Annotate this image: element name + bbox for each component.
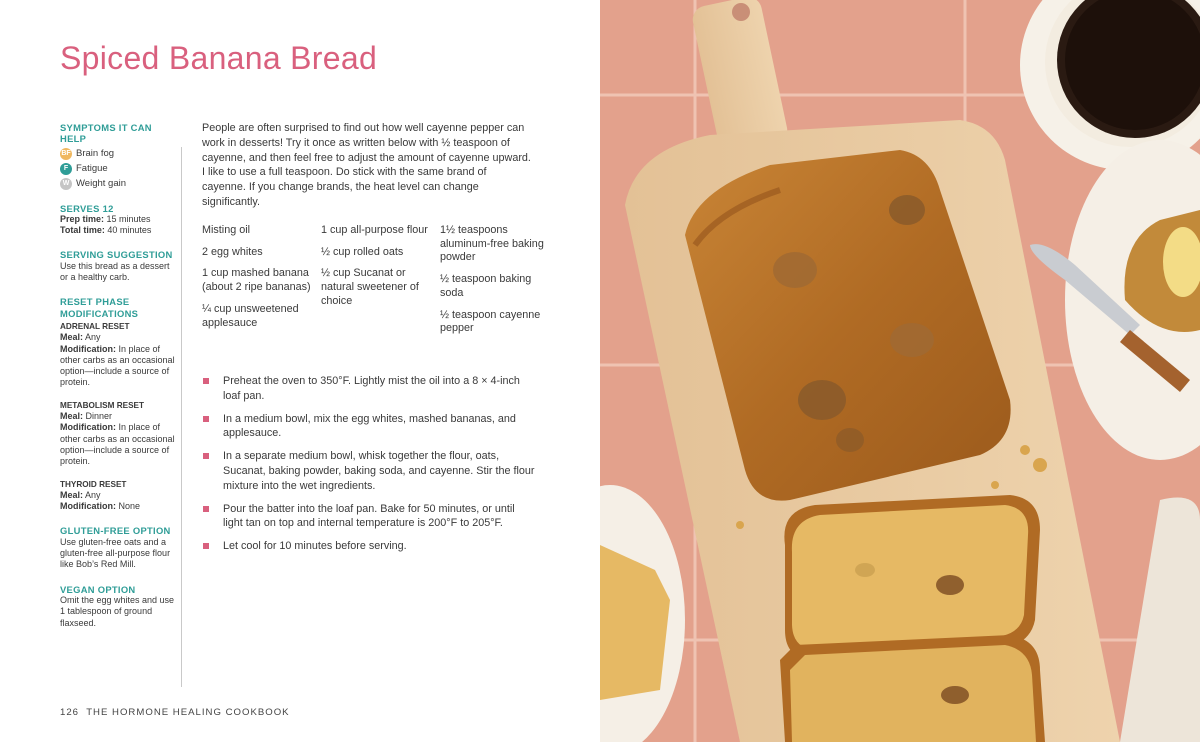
meal-label: Meal: <box>60 411 84 422</box>
reset-name: ADRENAL RESET <box>60 321 130 331</box>
symptom-item <box>60 148 175 160</box>
bread-slices <box>780 495 1045 742</box>
ingredient: 2 egg whites <box>202 245 263 258</box>
food-photo-illustration <box>600 0 1200 742</box>
banana-slice <box>889 195 925 225</box>
ingredient: ½ teaspoon cayenne pepper <box>440 308 541 335</box>
reset-modifications-heading: RESET PHASE MODIFICATIONS <box>60 296 139 319</box>
page-footer <box>60 707 290 718</box>
ingredients-column-1 <box>202 224 312 338</box>
page-number: 126 <box>60 707 80 718</box>
recipe-title: Spiced Banana Bread <box>60 40 378 76</box>
modification-label: Modification: <box>60 422 116 433</box>
serves-heading: SERVES 12 <box>60 202 114 214</box>
modification-value: In place of other carbs as an occasional option—include a source of protein. <box>60 422 175 467</box>
meal-label: Meal: <box>60 489 84 500</box>
reset-meal <box>60 411 175 422</box>
step-item <box>202 449 537 493</box>
ingredient: Misting oil <box>202 224 251 236</box>
square-bullet-icon <box>203 543 209 549</box>
symptoms-section <box>60 122 175 190</box>
step-item <box>202 539 537 554</box>
ingredient: 1 cup all-purpose flour <box>321 224 428 236</box>
reset-meal <box>60 490 175 501</box>
meal-label: Meal: <box>60 332 84 343</box>
serves-section <box>60 203 175 237</box>
reset-modifications-section <box>60 296 175 512</box>
ingredient: ¼ cup unsweetened applesauce <box>202 302 299 329</box>
reset-modification <box>60 344 175 389</box>
recipe-sidebar <box>60 122 175 642</box>
sidebar-divider <box>181 147 182 687</box>
symptom-item <box>60 178 175 190</box>
prep-time-value: 15 minutes <box>106 213 151 224</box>
symptom-item <box>60 163 175 175</box>
step-text: Let cool for 10 minutes before serving. <box>223 540 407 553</box>
brain-fog-badge-icon: BF <box>60 148 72 160</box>
serving-suggestion-text: Use this bread as a dessert or a healthy carb. <box>60 260 170 283</box>
modification-label: Modification: <box>60 501 116 512</box>
recipe-intro: People are often surprised to find out how well cayenne pepper can work in desserts! Try it once as written below with ½ teaspoon of cayenne, and then feel free to adjust the amount of cayenne upward. I like to use a full teaspoon. Do stick with the same brand of cayenne. If you change brands, the heat level can change significantly. <box>202 122 531 208</box>
total-time-label: Total time: <box>60 225 105 236</box>
ingredient: 1 cup mashed banana (about 2 ripe bananas) <box>202 267 311 294</box>
vegan-heading: VEGAN OPTION <box>60 583 136 595</box>
step-text: In a medium bowl, mix the egg whites, mashed bananas, and applesauce. <box>223 412 516 440</box>
square-bullet-icon <box>203 378 209 384</box>
gluten-free-text: Use gluten-free oats and a gluten-free all-purpose flour like Bob’s Red Mill. <box>60 536 171 570</box>
vegan-section <box>60 584 175 629</box>
gluten-free-heading: GLUTEN-FREE OPTION <box>60 525 171 537</box>
book-title: THE HORMONE HEALING COOKBOOK <box>86 707 290 718</box>
reset-name: METABOLISM RESET <box>60 400 144 410</box>
symptom-label: Weight gain <box>76 177 126 189</box>
vegan-text: Omit the egg whites and use 1 tablespoon of ground flaxseed. <box>60 594 175 628</box>
total-time-value: 40 minutes <box>107 225 152 236</box>
square-bullet-icon <box>203 506 209 512</box>
ingredients-column-2 <box>321 224 431 317</box>
ingredient: 1½ teaspoons aluminum-free baking powder <box>440 224 544 264</box>
banana-slice <box>890 323 934 357</box>
modification-value: None <box>118 501 141 512</box>
square-bullet-icon <box>203 416 209 422</box>
symptoms-heading: SYMPTOMS IT CAN HELP <box>60 122 152 145</box>
gluten-free-section <box>60 525 175 570</box>
recipe-steps <box>202 374 537 562</box>
reset-item <box>60 321 175 389</box>
meal-value: Any <box>85 489 101 500</box>
ingredient: ½ cup Sucanat or natural sweetener of choice <box>321 267 419 307</box>
ingredient: ½ teaspoon baking soda <box>440 273 532 299</box>
square-bullet-icon <box>203 453 209 459</box>
reset-meal <box>60 332 175 343</box>
reset-name: THYROID RESET <box>60 479 127 489</box>
banana-slice <box>773 252 817 288</box>
step-text: In a separate medium bowl, whisk together the flour, oats, Sucanat, baking powder, baking soda, and cayenne. Stir the flour mixture into the wet ingredients. <box>223 450 535 492</box>
ingredients-column-3 <box>440 224 545 344</box>
meal-value: Dinner <box>85 411 113 422</box>
step-item <box>202 502 537 532</box>
banana-slice <box>798 380 846 420</box>
step-item <box>202 412 537 442</box>
total-time <box>60 225 175 236</box>
step-text: Pour the batter into the loaf pan. Bake for 50 minutes, or until light tan on top and internal temperature is 200°F to 205°F. <box>223 502 515 530</box>
prep-time <box>60 214 175 225</box>
reset-modification <box>60 422 175 467</box>
reset-item <box>60 400 175 468</box>
reset-item <box>60 479 175 513</box>
prep-time-label: Prep time: <box>60 213 105 224</box>
serving-suggestion-section <box>60 249 175 283</box>
banana-slice <box>836 428 864 452</box>
symptom-label: Fatigue <box>76 162 108 174</box>
step-text: Preheat the oven to 350°F. Lightly mist the oil into a 8 × 4-inch loaf pan. <box>223 375 520 402</box>
symptom-label: Brain fog <box>76 147 115 159</box>
modification-label: Modification: <box>60 343 116 354</box>
serving-suggestion-heading: SERVING SUGGESTION <box>60 249 173 261</box>
modification-value: In place of other carbs as an occasional option—include a source of protein. <box>60 343 175 388</box>
weight-gain-badge-icon: W <box>60 178 72 190</box>
board-hang-hole <box>732 3 750 21</box>
fatigue-badge-icon: F <box>60 163 72 175</box>
meal-value: Any <box>85 332 101 343</box>
ingredient: ½ cup rolled oats <box>321 245 404 258</box>
banana-bread-photo <box>600 0 1200 742</box>
step-item <box>202 374 537 404</box>
reset-modification <box>60 501 175 512</box>
